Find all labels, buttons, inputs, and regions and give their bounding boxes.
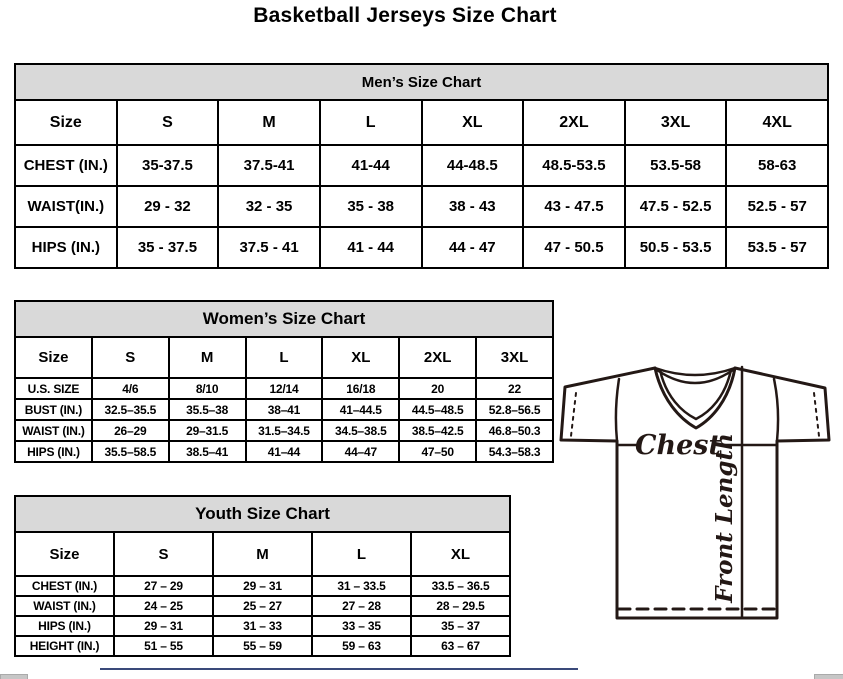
size-value-cell: 53.5-58 bbox=[625, 145, 727, 186]
size-value-cell: 44–47 bbox=[322, 441, 399, 462]
size-value-cell: 31 – 33.5 bbox=[312, 576, 411, 596]
size-value-cell: 29 – 31 bbox=[213, 576, 312, 596]
size-value-cell: 37.5-41 bbox=[218, 145, 320, 186]
size-value-cell: 46.8–50.3 bbox=[476, 420, 553, 441]
column-header-3xl: 3XL bbox=[625, 100, 727, 145]
page-title: Basketball Jerseys Size Chart bbox=[253, 4, 557, 27]
size-value-cell: 24 – 25 bbox=[114, 596, 213, 616]
horizontal-scrollbar-thumb[interactable] bbox=[100, 668, 578, 670]
size-value-cell: 32.5–35.5 bbox=[92, 399, 169, 420]
men-table-row bbox=[15, 227, 828, 268]
size-value-cell: 44.5–48.5 bbox=[399, 399, 476, 420]
youth-table-row bbox=[15, 616, 510, 636]
jersey-left-cuff-dashes bbox=[571, 393, 576, 436]
size-value-cell: 59 – 63 bbox=[312, 636, 411, 656]
youth-table-row bbox=[15, 636, 510, 656]
column-header-size: Size bbox=[15, 337, 92, 378]
size-value-cell: 38.5–41 bbox=[169, 441, 246, 462]
size-value-cell: 29 - 32 bbox=[117, 186, 219, 227]
jersey-right-cuff-dashes bbox=[814, 393, 819, 436]
column-header-4xl: 4XL bbox=[726, 100, 828, 145]
column-header-xl: XL bbox=[411, 532, 510, 576]
size-value-cell: 41–44 bbox=[246, 441, 323, 462]
size-value-cell: 48.5-53.5 bbox=[523, 145, 625, 186]
men-table-row bbox=[15, 145, 828, 186]
size-value-cell: 63 – 67 bbox=[411, 636, 510, 656]
size-value-cell: 58-63 bbox=[726, 145, 828, 186]
scrollbar-right-button[interactable] bbox=[814, 674, 843, 679]
row-label: U.S. SIZE bbox=[15, 378, 92, 399]
chest-measure-label: Chest bbox=[635, 430, 721, 461]
mens-size-table bbox=[14, 63, 829, 269]
size-value-cell: 12/14 bbox=[246, 378, 323, 399]
women-table-row bbox=[15, 441, 553, 462]
size-value-cell: 33.5 – 36.5 bbox=[411, 576, 510, 596]
size-value-cell: 43 - 47.5 bbox=[523, 186, 625, 227]
row-label: CHEST (IN.) bbox=[15, 145, 117, 186]
column-header-size: Size bbox=[15, 100, 117, 145]
row-label: CHEST (IN.) bbox=[15, 576, 114, 596]
jersey-body-outline bbox=[561, 368, 829, 618]
column-header-2xl: 2XL bbox=[399, 337, 476, 378]
womens-size-table bbox=[14, 300, 554, 463]
size-value-cell: 20 bbox=[399, 378, 476, 399]
youth-table-row bbox=[15, 576, 510, 596]
row-label: HIPS (IN.) bbox=[15, 616, 114, 636]
youth-table-row bbox=[15, 596, 510, 616]
youth-size-table bbox=[14, 495, 511, 657]
size-value-cell: 26–29 bbox=[92, 420, 169, 441]
jersey-measurement-diagram bbox=[556, 360, 838, 628]
size-value-cell: 4/6 bbox=[92, 378, 169, 399]
men-table-row bbox=[15, 186, 828, 227]
size-value-cell: 53.5 - 57 bbox=[726, 227, 828, 268]
jersey-collar-arc-outer bbox=[655, 368, 735, 375]
size-value-cell: 38–41 bbox=[246, 399, 323, 420]
row-label: BUST (IN.) bbox=[15, 399, 92, 420]
women-table-title: Women’s Size Chart bbox=[15, 301, 553, 337]
women-table-row bbox=[15, 378, 553, 399]
column-header-s: S bbox=[92, 337, 169, 378]
jersey-left-seam bbox=[616, 379, 619, 441]
column-header-l: L bbox=[246, 337, 323, 378]
jersey-outline-icon bbox=[556, 360, 838, 628]
size-value-cell: 35 – 37 bbox=[411, 616, 510, 636]
men-table-title: Men’s Size Chart bbox=[15, 64, 828, 100]
column-header-size: Size bbox=[15, 532, 114, 576]
column-header-xl: XL bbox=[422, 100, 524, 145]
size-value-cell: 37.5 - 41 bbox=[218, 227, 320, 268]
column-header-l: L bbox=[312, 532, 411, 576]
row-label: WAIST (IN.) bbox=[15, 596, 114, 616]
size-value-cell: 29–31.5 bbox=[169, 420, 246, 441]
row-label: HIPS (IN.) bbox=[15, 441, 92, 462]
column-header-3xl: 3XL bbox=[476, 337, 553, 378]
size-value-cell: 35-37.5 bbox=[117, 145, 219, 186]
size-value-cell: 16/18 bbox=[322, 378, 399, 399]
size-value-cell: 38.5–42.5 bbox=[399, 420, 476, 441]
size-value-cell: 31 – 33 bbox=[213, 616, 312, 636]
size-value-cell: 41 - 44 bbox=[320, 227, 422, 268]
size-value-cell: 33 – 35 bbox=[312, 616, 411, 636]
size-value-cell: 28 – 29.5 bbox=[411, 596, 510, 616]
size-value-cell: 29 – 31 bbox=[114, 616, 213, 636]
size-value-cell: 47 - 50.5 bbox=[523, 227, 625, 268]
size-value-cell: 34.5–38.5 bbox=[322, 420, 399, 441]
row-label: WAIST (IN.) bbox=[15, 420, 92, 441]
size-value-cell: 27 – 29 bbox=[114, 576, 213, 596]
size-value-cell: 35.5–58.5 bbox=[92, 441, 169, 462]
size-value-cell: 47–50 bbox=[399, 441, 476, 462]
youth-table-title: Youth Size Chart bbox=[15, 496, 510, 532]
size-value-cell: 25 – 27 bbox=[213, 596, 312, 616]
size-value-cell: 35.5–38 bbox=[169, 399, 246, 420]
column-header-m: M bbox=[218, 100, 320, 145]
size-value-cell: 47.5 - 52.5 bbox=[625, 186, 727, 227]
column-header-m: M bbox=[169, 337, 246, 378]
size-value-cell: 44 - 47 bbox=[422, 227, 524, 268]
women-table-row bbox=[15, 420, 553, 441]
scrollbar-left-button[interactable] bbox=[0, 674, 28, 679]
size-value-cell: 27 – 28 bbox=[312, 596, 411, 616]
size-value-cell: 44-48.5 bbox=[422, 145, 524, 186]
size-value-cell: 51 – 55 bbox=[114, 636, 213, 656]
column-header-xl: XL bbox=[322, 337, 399, 378]
column-header-s: S bbox=[117, 100, 219, 145]
row-label: HIPS (IN.) bbox=[15, 227, 117, 268]
front-length-measure-label: Front Length bbox=[711, 433, 738, 603]
size-value-cell: 52.5 - 57 bbox=[726, 186, 828, 227]
size-value-cell: 50.5 - 53.5 bbox=[625, 227, 727, 268]
size-value-cell: 31.5–34.5 bbox=[246, 420, 323, 441]
column-header-m: M bbox=[213, 532, 312, 576]
column-header-s: S bbox=[114, 532, 213, 576]
size-value-cell: 52.8–56.5 bbox=[476, 399, 553, 420]
size-value-cell: 22 bbox=[476, 378, 553, 399]
size-value-cell: 32 - 35 bbox=[218, 186, 320, 227]
size-value-cell: 55 – 59 bbox=[213, 636, 312, 656]
size-value-cell: 8/10 bbox=[169, 378, 246, 399]
row-label: WAIST(IN.) bbox=[15, 186, 117, 227]
size-value-cell: 35 - 38 bbox=[320, 186, 422, 227]
women-table-row bbox=[15, 399, 553, 420]
size-value-cell: 38 - 43 bbox=[422, 186, 524, 227]
column-header-2xl: 2XL bbox=[523, 100, 625, 145]
jersey-right-seam bbox=[774, 379, 778, 441]
size-value-cell: 41-44 bbox=[320, 145, 422, 186]
column-header-l: L bbox=[320, 100, 422, 145]
size-value-cell: 41–44.5 bbox=[322, 399, 399, 420]
size-value-cell: 54.3–58.3 bbox=[476, 441, 553, 462]
row-label: HEIGHT (IN.) bbox=[15, 636, 114, 656]
size-value-cell: 35 - 37.5 bbox=[117, 227, 219, 268]
